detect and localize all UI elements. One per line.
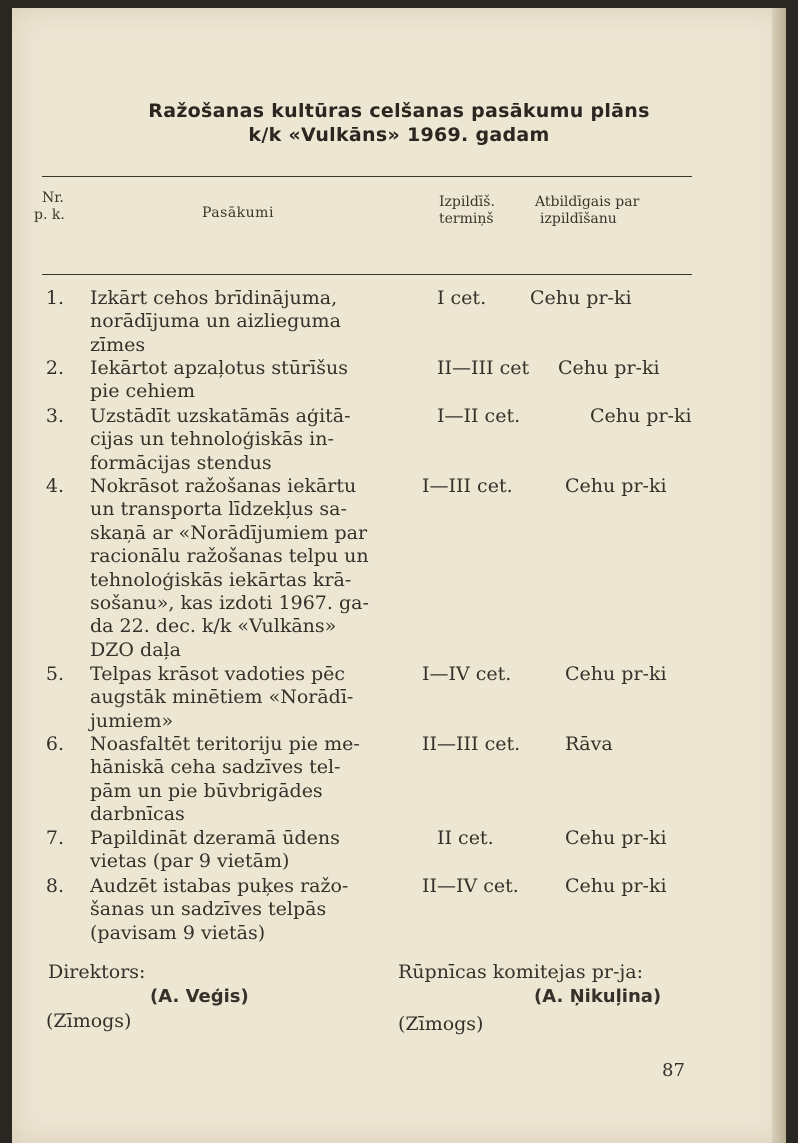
row-responsible: Rāva (565, 733, 613, 755)
page-edge (772, 8, 786, 1143)
row-term: II—III cet. (422, 733, 521, 755)
document-title: Ražošanas kultūras celšanas pasākumu plāns (148, 100, 650, 122)
row-number: 3. (45, 405, 64, 427)
row-number: 4. (45, 475, 64, 497)
row-responsible: Cehu pr-ki (530, 287, 632, 309)
director-name: (A. Veģis) (150, 986, 249, 1007)
stamp-left: (Zīmogs) (46, 1010, 132, 1032)
table-row-measure: Audzēt istabas puķes ražo- šanas un sadzīves telpās (pavisam 9 vietās) (90, 875, 349, 944)
table-row-measure: Telpas krāsot vadoties pēc augstāk minētiem «Norādī- jumiem» (90, 663, 354, 732)
table-row-measure: Papildināt dzeramā ūdens vietas (par 9 vietām) (90, 827, 340, 873)
row-responsible: Cehu pr-ki (565, 663, 667, 685)
document-subtitle: k/k «Vulkāns» 1969. gadam (248, 124, 550, 146)
table-row-measure: Uzstādīt uzskatāmās aģitā- cijas un tehnoloģiskās in- formācijas stendus (90, 405, 351, 474)
header-top-rule (42, 176, 692, 177)
table-row-measure: Izkārt cehos brīdinājuma, norādījuma un aizlieguma zīmes (90, 287, 341, 356)
header-nr: Nr. (42, 190, 64, 206)
table-row-measure: Noasfaltēt teritoriju pie me- hāniskā ceha sadzīves tel- pām un pie būvbrigādes darbnīcas (90, 733, 360, 826)
row-number: 1. (45, 287, 64, 309)
row-term: I—IV cet. (422, 663, 512, 685)
table-row-measure: Nokrāsot ražošanas iekārtu un transporta līdzekļus sa- skaņā ar «Norādījumiem par racionālu ražošanas telpu un tehnoloģiskās iekārtas krā- sošanu», kas izdoti 1967. ga- da 22. dec. k/k «Vulkāns» DZO daļa (90, 475, 369, 661)
row-responsible: Cehu pr-ki (558, 357, 660, 379)
row-term: I—II cet. (437, 405, 521, 427)
row-responsible: Cehu pr-ki (590, 405, 692, 427)
row-number: 5. (45, 663, 64, 685)
row-term: II—III cet (437, 357, 530, 379)
header-term-line1: Izpildīš. (439, 194, 495, 210)
row-number: 6. (45, 733, 64, 755)
row-term: II cet. (437, 827, 494, 849)
header-responsible-line1: Atbildīgais par (535, 194, 640, 210)
header-bottom-rule (42, 274, 692, 275)
row-responsible: Cehu pr-ki (565, 875, 667, 897)
stamp-right: (Zīmogs) (398, 1013, 484, 1035)
document-page (12, 8, 786, 1143)
row-number: 2. (45, 357, 64, 379)
committee-name: (A. Ņikuļina) (534, 986, 662, 1007)
header-measures: Pasākumi (202, 205, 274, 221)
committee-label: Rūpnīcas komitejas pr-ja: (398, 961, 643, 983)
row-term: I—III cet. (422, 475, 513, 497)
row-number: 8. (45, 875, 64, 897)
header-pk: p. k. (34, 207, 65, 223)
row-responsible: Cehu pr-ki (565, 475, 667, 497)
header-term-line2: termiņš (439, 211, 494, 227)
row-term: I cet. (437, 287, 487, 309)
row-number: 7. (45, 827, 64, 849)
table-row-measure: Iekārtot apzaļotus stūrīšus pie cehiem (90, 357, 348, 403)
page-number: 87 (662, 1060, 685, 1081)
row-term: II—IV cet. (422, 875, 519, 897)
director-label: Direktors: (48, 961, 146, 983)
row-responsible: Cehu pr-ki (565, 827, 667, 849)
header-responsible-line2: izpildīšanu (540, 211, 617, 227)
